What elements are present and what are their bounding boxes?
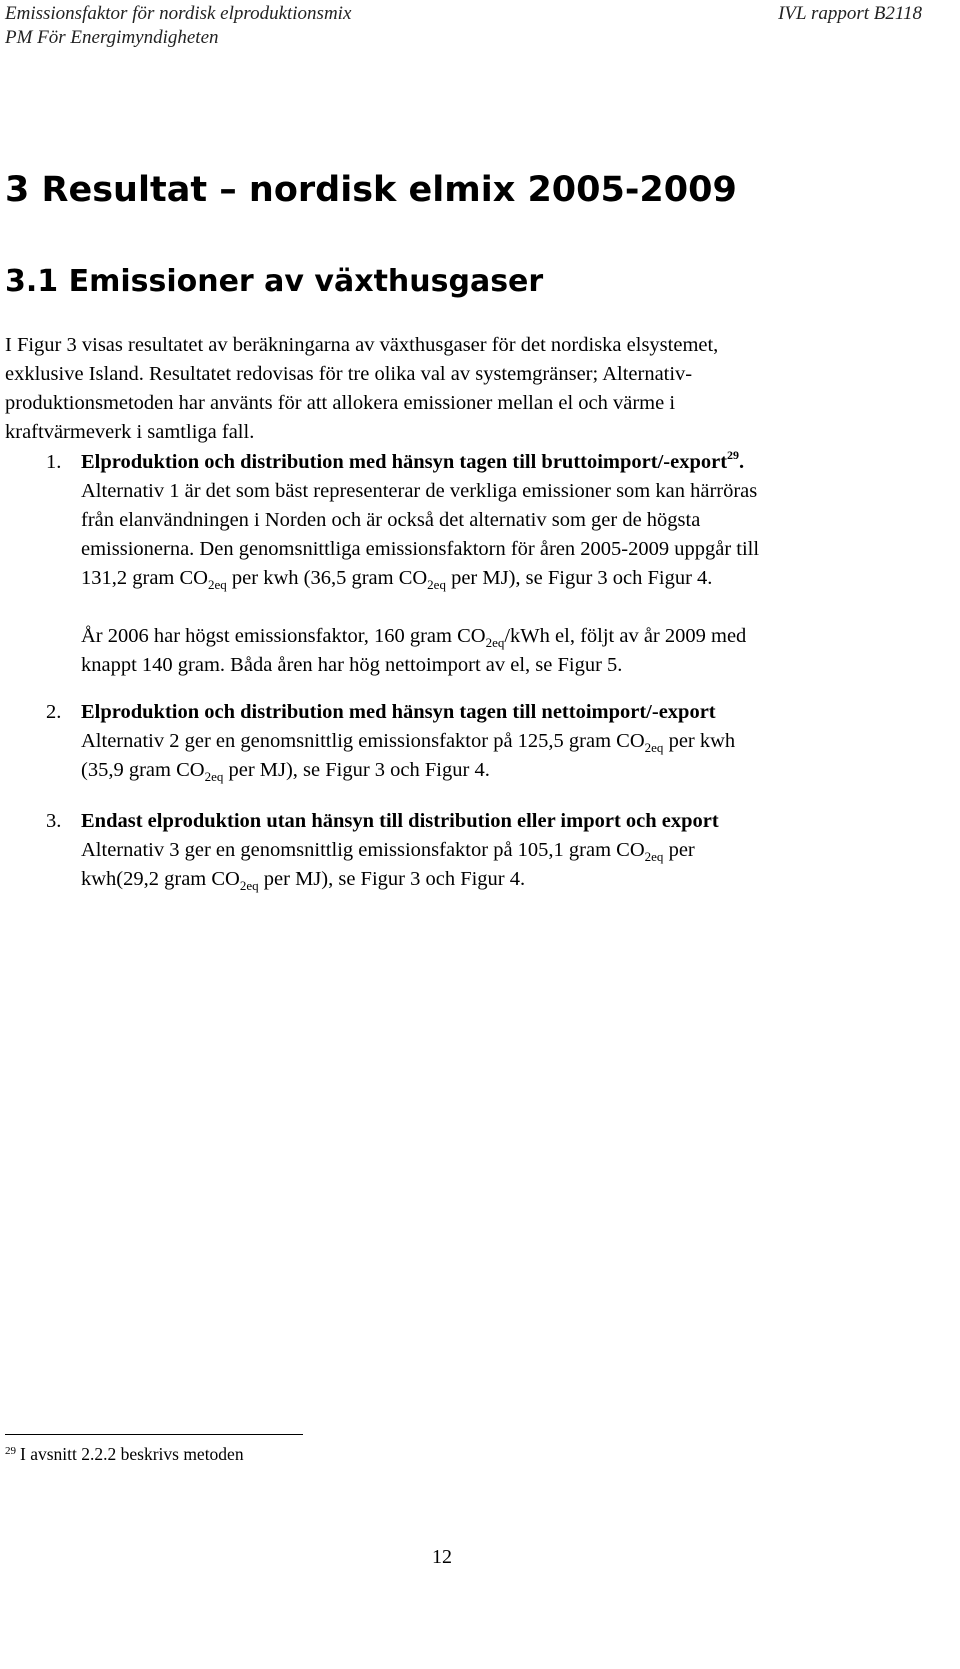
list-number-2: 2. xyxy=(46,701,62,723)
header-client: PM För Energimyndigheten xyxy=(5,27,219,48)
item-text-line: (35,9 gram $CO_{2eq}$ per MJ), se Figur 3 och Figur 4. xyxy=(81,759,490,784)
chapter-heading: 3 Resultat – nordisk elmix 2005-2009 xyxy=(5,170,737,210)
item-text-line: från elanvändningen i Norden och är också det alternativ som ger de högsta xyxy=(81,509,701,531)
list-number-3: 3. xyxy=(46,810,62,832)
section-heading: 3.1 Emissioner av växthusgaser xyxy=(5,264,544,299)
intro-line: produktionsmetoden har använts för att allokera emissioner mellan el och värme i xyxy=(5,392,676,414)
item-text-line: Alternativ 1 är det som bäst representerar de verkliga emissioner som kan härröras xyxy=(81,480,758,502)
list-item-alternative-1 xyxy=(81,448,941,680)
header-report-number: IVL rapport B2118 xyxy=(778,3,922,24)
item-text-line: emissionerna. Den genomsnittliga emissionsfaktorn för åren 2005-2009 uppgår till xyxy=(81,538,760,560)
item-text-line: Alternativ 2 ger en genomsnittlig emissionsfaktor på 125,5 gram $CO_{2eq}$ per kwh xyxy=(81,730,736,755)
item-text-line: Alternativ 3 ger en genomsnittlig emissionsfaktor på 105,1 gram $CO_{2eq}$ per xyxy=(81,839,695,864)
intro-line: kraftvärmeverk i samtliga fall. xyxy=(5,421,255,443)
list-item-alternative-3 xyxy=(81,807,941,894)
item-text-line: kwh(29,2 gram $CO_{2eq}$ per MJ), se Figur 3 och Figur 4. xyxy=(81,868,526,893)
footnote-reference: 29 xyxy=(727,448,740,462)
intro-line: exklusive Island. Resultatet redovisas för tre olika val av systemgränser; Alternativ- xyxy=(5,363,693,385)
list-number-1: 1. xyxy=(46,451,62,473)
item-text-line: År 2006 har högst emissionsfaktor, 160 gram $CO_{2eq}$/kWh el, följt av år 2009 med xyxy=(81,625,747,650)
list-item-alternative-2 xyxy=(81,698,941,785)
intro-line: I Figur 3 visas resultatet av beräkningarna av växthusgaser för det nordiska elsystemet, xyxy=(5,334,719,356)
footnote-text: I avsnitt 2.2.2 beskrivs metoden xyxy=(20,1444,244,1464)
item-title: Elproduktion och distribution med hänsyn tagen till nettoimport/-export xyxy=(81,701,716,723)
intro-paragraph xyxy=(5,331,905,447)
item-title: Elproduktion och distribution med hänsyn tagen till bruttoimport/-export$^{29}$. xyxy=(81,448,745,473)
footnote-divider xyxy=(5,1434,303,1435)
header-report-title: Emissionsfaktor för nordisk elproduktionsmix xyxy=(5,3,352,24)
footnote xyxy=(5,1442,244,1466)
item-text-line: knappt 140 gram. Båda åren har hög nettoimport av el, se Figur 5. xyxy=(81,654,623,676)
page-number: 12 xyxy=(432,1546,452,1568)
footnote-number: 29 xyxy=(5,1445,16,1457)
item-text-line: 131,2 gram $CO_{2eq}$ per kwh (36,5 gram $CO_{2eq}$ per MJ), se Figur 3 och Figur 4. xyxy=(81,567,713,592)
item-title: Endast elproduktion utan hänsyn till distribution eller import och export xyxy=(81,810,719,832)
